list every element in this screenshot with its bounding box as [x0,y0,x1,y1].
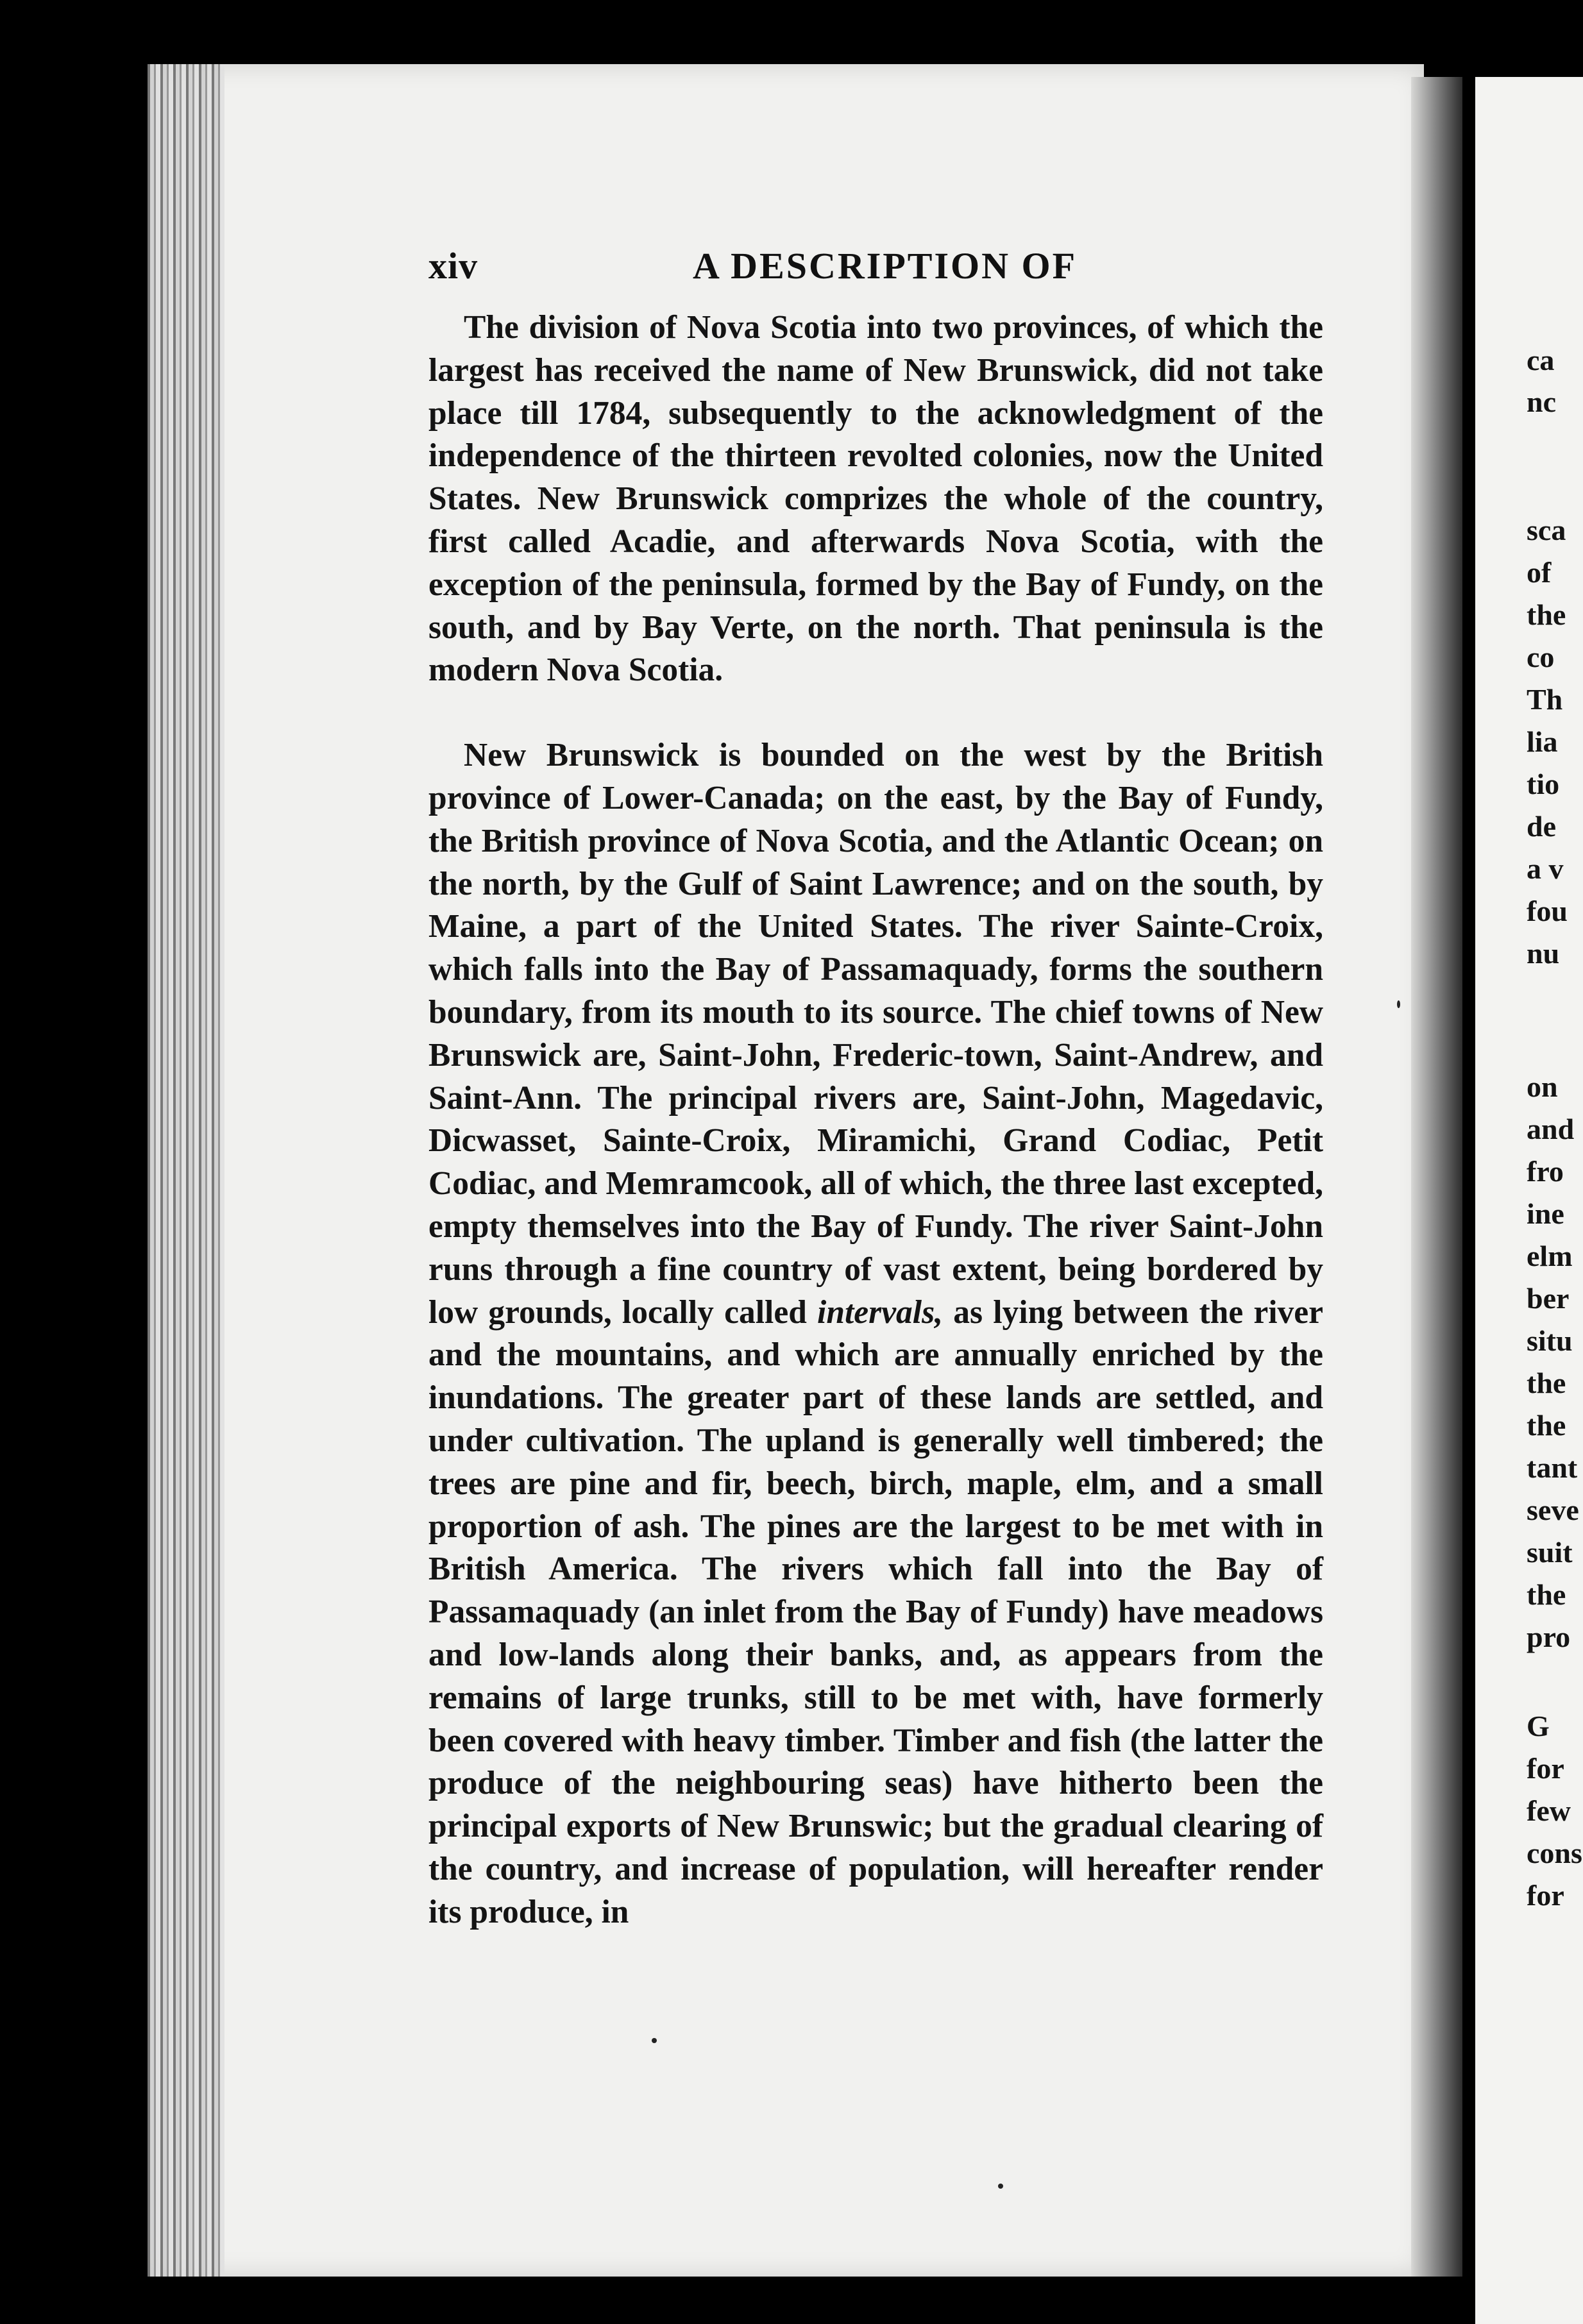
paragraph-2 [428,734,1323,1933]
print-speck [1397,1000,1400,1008]
facing-line: the [1527,1578,1566,1611]
facing-line: de [1527,810,1556,843]
book-gutter [1411,77,1462,2277]
facing-line: elm [1527,1240,1573,1272]
facing-line: Th [1527,683,1563,716]
facing-line: fou [1527,895,1568,927]
facing-line: a v [1527,852,1564,885]
body-text [428,307,1323,1933]
facing-line: on [1527,1070,1558,1103]
facing-line: co [1527,641,1555,673]
facing-line: the [1527,1367,1566,1399]
paragraph-1: The division of Nova Scotia into two provinces, of which the largest has received the name of New Brunswick, did not take place till 1784, subsequently to the acknowledgment of the independence of the thirteen revolted colonies, now the United States. New Brunswick comprizes the whole of the country, first called Acadie, and afterwards Nova Scotia, with the exception of the peninsula, formed by the Bay of Fundy, on the south, and by Bay Verte, on the north. That peninsula is the modern Nova Scotia. [428,309,1323,689]
facing-line: pro [1527,1621,1571,1653]
facing-line: for [1527,1879,1564,1912]
facing-line: sca [1527,514,1566,546]
facing-line: and [1527,1113,1575,1145]
facing-line: cons [1527,1837,1582,1869]
facing-line: for [1527,1752,1564,1785]
facing-line: ine [1527,1197,1564,1230]
facing-line: of [1527,556,1552,589]
facing-line: lia [1527,725,1558,758]
facing-line: tio [1527,768,1560,800]
paragraph-2-part-2: as lying between the river and the mountains, and which are annually enriched by the inundations. The greater part of these lands are settled, and under cultivation. The upland is generally well timbered; the trees are pine and fir, beech, birch, maple, elm, and a small proportion of ash. The pines are the largest to be met with in British America. The rivers which fall into the Bay of Passamaquady (an inlet from the Bay of Fundy) have meadows and low-lands along their banks, and, as appears from the remains of large trunks, still to be met with, have formerly been covered with heavy timber. Timber and fish (the latter the produce of the neighbouring seas) have hitherto been the principal exports of New Brunswic; but the gradual clearing of the country, and increase of population, will hereafter render its produce, in [428,1293,1323,1930]
facing-line: few [1527,1794,1571,1827]
print-speck [652,2038,657,2043]
paragraph-2-part-1: New Brunswick is bounded on the west by the British province of Lower-Canada; on the east, by the Bay of Fundy, the British province of Nova Scotia, and the Atlantic Ocean; on the north, by the Gulf of Saint Lawrence; and on the south, by Maine, a part of the United States. The river Sainte-Croix, which falls into the Bay of Passamaquady, forms the southern boundary, from its mouth to its source. The chief towns of New Brunswick are, Saint-John, Frederic-town, Saint-Andrew, and Saint-Ann. The principal rivers are, Saint-John, Magedavic, Dicwasset, Sainte-Croix, Miramichi, Grand Codiac, Petit Codiac, and Memramcook, all of which, the three last excepted, empty themselves into the Bay of Fundy. The river Saint-John runs through a fine country of vast extent, being bordered by low grounds, locally called [428,737,1323,1331]
italic-term: intervals, [817,1293,944,1331]
facing-line: nu [1527,937,1560,970]
running-title: A DESCRIPTION OF [693,245,1078,287]
facing-page-text [1527,0,1583,2324]
facing-line: nc [1527,385,1556,418]
facing-line: situ [1527,1324,1573,1357]
running-head [428,237,1326,295]
facing-line: G [1527,1710,1550,1742]
facing-line: ber [1527,1282,1570,1315]
facing-line: seve [1527,1494,1579,1526]
facing-line: ca [1527,344,1555,376]
facing-line: suit [1527,1536,1573,1569]
facing-line: tant [1527,1451,1578,1484]
print-speck [998,2184,1003,2189]
facing-line: the [1527,598,1566,631]
page-number: xiv [428,245,478,287]
page-edges [148,64,224,2277]
facing-line: the [1527,1409,1566,1442]
facing-line: fro [1527,1155,1564,1188]
